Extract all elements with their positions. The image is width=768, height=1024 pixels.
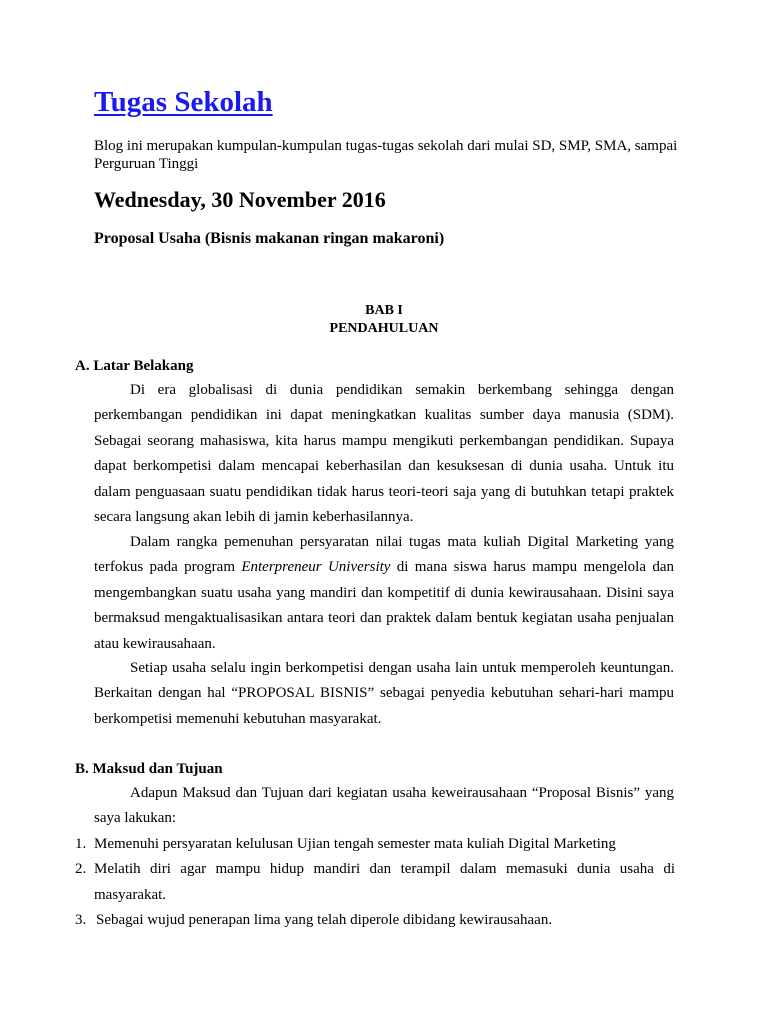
list-item-text: Melatih diri agar mampu hidup mandiri dan terampil dalam memasuki dunia usaha di masyarakat. [94,861,675,903]
paragraph: Adapun Maksud dan Tujuan dari kegiatan usaha keweirausahaan “Proposal Bisnis” yang saya lakukan: [94,785,674,827]
paragraph: Setiap usaha selalu ingin berkompetisi dengan usaha lain untuk memperoleh keuntungan. Berkaitan dengan hal “PROPOSAL BISNIS” sebagai penyedia kebutuhan sehari-hari mampu berkompetisi memenuhi kebutuhan masyarakat. [94,660,674,727]
section-heading-maksud-tujuan: B. Maksud dan Tujuan [75,761,223,777]
post-date: Wednesday, 30 November 2016 [94,187,386,212]
list-item [75,857,675,908]
section-heading-latar-belakang: A. Latar Belakang [75,358,194,374]
blog-description: Blog ini merupakan kumpulan-kumpulan tugas-tugas sekolah dari mulai SD, SMP, SMA, sampai Perguruan Tinggi [94,138,678,172]
blog-title-link[interactable]: Tugas Sekolah [94,86,273,118]
paragraph [94,530,674,657]
list-item [75,832,675,857]
italic-term: Enterpreneur University [241,559,391,576]
list-item-text: Memenuhi persyaratan kelulusan Ujian tengah semester mata kuliah Digital Marketing [94,836,616,852]
goals-list [75,832,675,934]
post-title: Proposal Usaha (Bisnis makanan ringan makaroni) [94,230,445,247]
list-item-number: 1. [75,836,87,852]
paragraph-text: di mana siswa harus mampu mengelola dan mengembangkan suatu usaha yang mandiri dan kompetitif di dunia kewirausahaan. Disini saya bermaksud mengaktualisasikan antara teori dan praktek dalam bentuk kegiatan usaha penjualan atau kewirausahaan. [94,559,674,652]
list-item [75,908,675,933]
list-item-number: 2. [75,861,87,878]
chapter-name: PENDAHULUAN [329,321,439,336]
list-item-number: 3. [75,912,87,929]
paragraph-text: Dalam rangka pemenuhan persyaratan nilai tugas mata kuliah Digital Marketing yang terfokus pada program [94,534,674,576]
paragraph: Di era globalisasi di dunia pendidikan semakin berkembang sehingga dengan perkembangan pendidikan ini dapat meningkatkan kualitas sumber daya manusia (SDM). Sebagai seorang mahasiswa, kita harus mampu mengikuti perkembangan pendidikan. Supaya dapat berkompetisi dalam mencapai keberhasilan dan kesuksesan di dunia usaha. Untuk itu dalam penguasaan suatu pendidikan tidak harus teori-teori saja yang di butuhkan tetapi praktek secara langsung akan lebih di jamin keberhasilannya. [94,382,674,526]
chapter-number: BAB I [365,303,403,318]
list-item-text: Sebagai wujud penerapan lima yang telah diperole dibidang kewirausahaan. [96,912,553,929]
